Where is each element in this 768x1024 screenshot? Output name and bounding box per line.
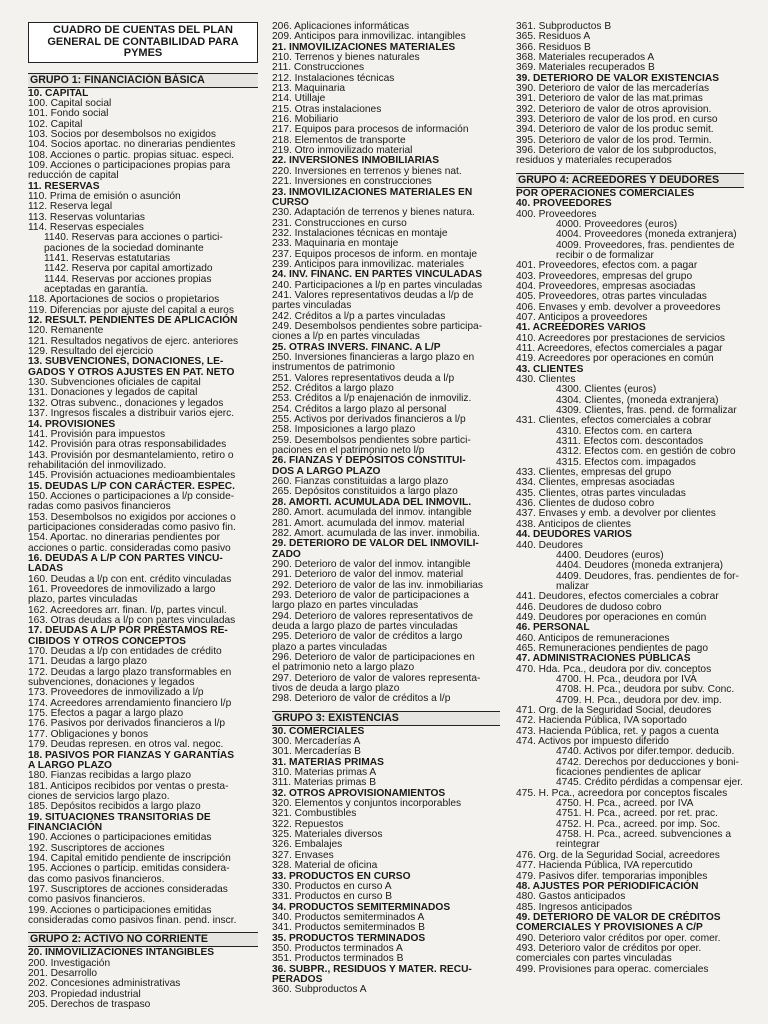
account-line: 209. Anticipos para inmovilizac. intangibles <box>272 31 466 43</box>
account-line: 476. Org. de la Seguridad Social, acreedores <box>516 849 720 861</box>
section-heading: 32. OTROS APROVISIONAMIENTOS <box>272 787 446 799</box>
subaccount-line: 1140. Reservas para acciones o partici- <box>44 232 223 244</box>
account-line: 150. Acciones o participaciones a l/p conside- <box>28 490 235 502</box>
section-heading: LADAS <box>28 563 64 575</box>
account-line: 250. Inversiones financieras a largo plazo en <box>272 352 475 363</box>
account-line: 195. Acciones o particip. emitidas considera- <box>28 863 230 875</box>
account-line: 160. Deudas a l/p con ent. crédito vinculadas <box>28 573 232 585</box>
section-heading: 17. DEUDAS A L/P POR PRÉSTAMOS RE- <box>28 625 228 637</box>
subaccount-line: 4004. Proveedores (moneda extranjera) <box>556 229 737 241</box>
account-line: 121. Resultados negativos de ejerc. anteriores <box>28 335 239 347</box>
account-line: 430. Clientes <box>516 374 576 385</box>
account-line: 194. Capital emitido pendiente de inscripción <box>28 852 231 864</box>
account-line: 480. Gastos anticipados <box>516 891 626 903</box>
account-line: radas como pasivos financieros <box>28 501 171 513</box>
column-2 <box>272 22 500 996</box>
account-line: 242. Créditos a l/p a partes vinculadas <box>272 310 446 322</box>
account-line: 296. Deterioro de valor de participaciones en <box>272 651 475 663</box>
account-line: 175. Efectos a pagar a largo plazo <box>28 708 184 720</box>
subaccount-line: 4400. Deudores (euros) <box>556 549 664 561</box>
subaccount-line: 4740. Activos por difer.tempor. deducib. <box>556 746 735 758</box>
account-line: comerciales con partes vinculadas <box>516 953 672 965</box>
account-line: 436. Clientes de dudoso cobro <box>516 498 655 510</box>
account-line: 280. Amort. acumulada del inmov. intangible <box>272 507 472 519</box>
section-heading: 41. ACREEDORES VARIOS <box>516 322 646 334</box>
account-line: 325. Materiales diversos <box>272 829 383 841</box>
account-line: el patrimonio neto a largo plazo <box>272 662 415 674</box>
account-line: 103. Socios por desembolsos no exigidos <box>28 128 217 140</box>
subaccount-line: 1141. Reservas estatutarias <box>44 253 171 264</box>
account-line: como pasivos financieros. <box>28 894 146 906</box>
group-heading: GRUPO 2: ACTIVO NO CORRIENTE <box>28 932 258 947</box>
subaccount-line: 4300. Clientes (euros) <box>556 384 657 396</box>
section-heading: POR OPERACIONES COMERCIALES <box>516 187 695 199</box>
account-line: 298. Deterioro de valor de créditos a l/p <box>272 693 451 705</box>
account-line: 232. Instalaciones técnicas en montaje <box>272 227 448 239</box>
account-line: 401. Proveedores, efectos com. a pagar <box>516 260 698 272</box>
account-line: 281. Amort. acumulada del inmov. material <box>272 517 465 529</box>
account-line: 200. Investigación <box>28 957 111 969</box>
account-line: 141. Provisión para impuestos <box>28 428 166 440</box>
account-line: 295. Deterioro de valor de créditos a largo <box>272 631 463 643</box>
account-line: reducción de capital <box>28 170 119 182</box>
section-heading: PERADOS <box>272 973 323 985</box>
account-line: instrumentos de patrimonio <box>272 362 395 374</box>
account-line: 419. Acreedores por operaciones en común <box>516 353 714 365</box>
account-line: 410. Acreedores por prestaciones de servicios <box>516 332 725 344</box>
account-line: 240. Participaciones a l/p en partes vinculadas <box>272 279 483 291</box>
account-line: 201. Desarrollo <box>28 968 98 980</box>
account-line: tivos de deuda a largo plazo <box>272 683 400 694</box>
account-line: 108. Acciones o partic. propias situac. especi. <box>28 149 235 161</box>
account-line: 310. Materias primas A <box>272 767 377 779</box>
account-line: acciones o partic. consideradas como pasivo <box>28 542 231 554</box>
account-line: 213. Maquinaria <box>272 83 346 95</box>
account-line: 190. Acciones o participaciones emitidas <box>28 832 212 844</box>
section-heading: CURSO <box>272 196 309 208</box>
account-line: 102. Capital <box>28 118 83 130</box>
account-line: 109. Acciones o participaciones propias para <box>28 159 231 171</box>
section-heading: 16. DEUDAS A L/P CON PARTES VINCU- <box>28 552 223 564</box>
account-line: 474. Activos por impuesto diferido <box>516 736 669 748</box>
subaccount-line: 1144. Reservas por acciones propias <box>44 273 212 285</box>
account-line: 181. Anticipos recibidos por ventas o presta- <box>28 780 229 792</box>
account-line: 259. Desembolsos pendientes sobre partici- <box>272 434 471 446</box>
account-line: 177. Obligaciones y bonos <box>28 728 149 740</box>
account-line: 131. Donaciones y legados de capital <box>28 387 198 399</box>
account-line: 479. Pasivos difer. temporarias imponibles <box>516 870 708 882</box>
section-heading: 28. AMORTI. ACUMULADA DEL INMOVIL. <box>272 496 472 508</box>
account-line: 441. Deudores, efectos comerciales a cobrar <box>516 591 719 603</box>
account-line: paciones en el patrimonio neto l/p <box>272 445 425 457</box>
account-line: 396. Deterioro de valor de los subproductos, <box>516 145 717 157</box>
account-line: 132. Otras subvenc., donaciones y legados <box>28 397 224 409</box>
account-line: 220. Inversiones en terrenos y bienes nat. <box>272 165 462 177</box>
account-line: 251. Valores representativos deuda a l/p <box>272 372 455 384</box>
account-line: 473. Hacienda Pública, ret. y pagos a cuenta <box>516 725 719 737</box>
account-line: 351. Productos terminados B <box>272 953 404 965</box>
section-heading: 19. SITUACIONES TRANSITORIAS DE <box>28 811 211 823</box>
account-line: 366. Residuos B <box>516 41 591 53</box>
account-line: 142. Provisión para otras responsabilidades <box>28 439 227 451</box>
section-heading: 18. PASIVOS POR FIANZAS Y GARANTÍAS <box>28 749 235 761</box>
account-line: 291. Deterioro de valor del inmov. material <box>272 569 464 581</box>
subaccount-line: 4309. Clientes, fras. pend. de formalizar <box>556 405 737 417</box>
subaccount-line: 4750. H. Pca., acreed. por IVA <box>556 798 694 810</box>
account-line: rehabilitación del inmovilizado. <box>28 459 167 471</box>
account-line: 231. Construcciones en curso <box>272 217 407 229</box>
account-line: 292. Deterioro de valor de las inv. inmobiliarias <box>272 579 484 591</box>
subaccount-line: ficaciones pendientes de aplicar <box>556 767 701 779</box>
account-line: 219. Otro inmovilizado material <box>272 145 413 157</box>
account-line: plazo, partes vinculadas <box>28 594 138 606</box>
account-line: 434. Clientes, empresas asociadas <box>516 477 675 489</box>
subaccount-line: 4700. H. Pca., deudora por IVA <box>556 673 697 685</box>
account-line: 440. Deudores <box>516 539 583 551</box>
account-line: 170. Deudas a l/p con entidades de crédito <box>28 646 222 658</box>
section-heading: 10. CAPITAL <box>28 87 89 99</box>
group-heading: GRUPO 3: EXISTENCIAS <box>272 711 500 726</box>
account-line: 176. Pasivos por derivados financieros a l/p <box>28 718 226 730</box>
account-line: 328. Material de oficina <box>272 860 378 872</box>
account-line: 163. Otras deudas a l/p con partes vinculadas <box>28 615 236 627</box>
account-line: 311. Materias primas B <box>272 777 376 789</box>
subaccount-line: 4742. Derechos por deducciones y boni- <box>556 756 739 768</box>
account-line: 237. Equipos procesos de inform. en montaje <box>272 248 478 260</box>
section-heading: 22. INVERSIONES INMOBILIARIAS <box>272 155 439 167</box>
account-line: 431. Clientes, efectos comerciales a cobrar <box>516 415 712 427</box>
account-line: 391. Deterioro de valor de las mat.primas <box>516 93 703 105</box>
column-1 <box>28 22 258 1010</box>
account-line: 392. Deterioro de valor de otros aprovision. <box>516 103 712 115</box>
section-heading: 24. INV. FINANC. EN PARTES VINCULADAS <box>272 269 483 281</box>
section-heading: 13. SUBVENCIONES, DONACIONES, LE- <box>28 356 224 368</box>
account-line: 433. Clientes, empresas del grupo <box>516 467 672 479</box>
section-heading: ZADO <box>272 548 301 560</box>
section-heading: 46. PERSONAL <box>516 622 590 634</box>
account-line: 360. Subproductos A <box>272 984 367 996</box>
group-heading: GRUPO 4: ACREEDORES Y DEUDORES <box>516 173 744 188</box>
subaccount-line: recibir o de formalizar <box>556 249 654 261</box>
section-heading: 26. FIANZAS Y DEPÓSITOS CONSTITUI- <box>272 455 466 467</box>
account-line: 197. Suscriptores de acciones consideradas <box>28 883 228 895</box>
account-line: 493. Deterioro valor de créditos por oper. <box>516 942 702 954</box>
account-line: 211. Construcciones <box>272 62 365 74</box>
section-heading: 30. COMERCIALES <box>272 725 365 737</box>
account-line: 192. Suscriptores de acciones <box>28 842 165 854</box>
subaccount-line: malizar <box>556 580 589 592</box>
account-line: 470. Hda. Pca., deudora por div. conceptos <box>516 663 712 675</box>
account-line: consideradas como pasivos finan. pend. inscr. <box>28 915 237 926</box>
subaccount-line: 4311. Efectos com. descontados <box>556 436 704 448</box>
account-line: 330. Productos en curso A <box>272 880 392 892</box>
account-line: 407. Anticipos a proveedores <box>516 311 648 323</box>
subaccount-line: 4409. Deudores, fras. pendientes de for- <box>556 570 739 582</box>
account-line: 217. Equipos para procesos de información <box>272 124 469 136</box>
account-line: 350. Productos terminados A <box>272 942 403 954</box>
account-line: 143. Provisión por desmantelamiento, retiro o <box>28 449 234 461</box>
account-line: 400. Proveedores <box>516 208 597 220</box>
section-heading: A LARGO PLAZO <box>28 759 112 771</box>
account-line: 179. Deudas represen. en otros val. negoc. <box>28 739 224 751</box>
account-line: 258. Imposiciones a largo plazo <box>272 424 416 436</box>
section-heading: DOS A LARGO PLAZO <box>272 465 381 477</box>
account-line: 249. Desembolsos pendientes sobre participa- <box>272 320 483 332</box>
account-line: 119. Diferencias por ajuste del capital a euros <box>28 304 234 316</box>
account-line: 216. Mobiliario <box>272 114 339 126</box>
account-line: 361. Subproductos B <box>516 21 612 32</box>
section-heading: 36. SUBPR., RESIDUOS Y MATER. RECU- <box>272 963 472 975</box>
account-line: 322. Repuestos <box>272 818 344 830</box>
account-line: 180. Fianzas recibidas a largo plazo <box>28 770 192 782</box>
subaccount-line: 4315. Efectos com. impagados <box>556 456 696 468</box>
account-line: 290. Deterioro de valor del inmov. intangible <box>272 558 471 570</box>
section-heading: 25. OTRAS INVERS. FINANC. A L/P <box>272 341 441 353</box>
account-line: 154. Aportac. no dinerarias pendientes por <box>28 532 220 544</box>
section-heading: 12. RESULT. PENDIENTES DE APLICACIÓN <box>28 315 238 327</box>
subaccount-line: 4751. H. Pca., acreed. por ret. prac. <box>556 808 718 820</box>
account-line: 206. Aplicaciones informáticas <box>272 21 410 32</box>
section-heading: GADOS Y OTROS AJUSTES EN PAT. NETO <box>28 366 235 378</box>
section-heading: 43. CLIENTES <box>516 363 584 375</box>
account-line: 465. Remuneraciones pendientes de pago <box>516 642 709 654</box>
section-heading: 40. PROVEEDORES <box>516 198 612 210</box>
section-heading: 11. RESERVAS <box>28 180 100 192</box>
account-line: 161. Proveedores de inmovilizado a largo <box>28 584 216 595</box>
account-line: 331. Productos en curso B <box>272 891 393 903</box>
account-line: 475. H. Pca., acreedora por conceptos fiscales <box>516 787 728 799</box>
section-heading: 39. DETERIORO DE VALOR EXISTENCIAS <box>516 72 720 84</box>
account-line: 230. Adaptación de terrenos y bienes natura. <box>272 207 475 219</box>
section-heading: 23. INMOVILIZACIONES MATERIALES EN <box>272 186 473 198</box>
account-line: 221. Inversiones en construcciones <box>272 176 432 188</box>
account-line: 162. Acreedores arr. finan. l/p, partes vincul. <box>28 604 227 616</box>
section-heading: 14. PROVISIONES <box>28 418 116 430</box>
account-line: 365. Residuos A <box>516 31 591 43</box>
subaccount-line: 4758. H. Pca., acreed. subvenciones a <box>556 829 731 841</box>
account-line: 460. Anticipos de remuneraciones <box>516 632 670 644</box>
section-heading: 33. PRODUCTOS EN CURSO <box>272 870 411 882</box>
account-line: 438. Anticipos de clientes <box>516 518 631 530</box>
section-heading: 35. PRODUCTOS TERMINADOS <box>272 932 426 944</box>
account-line: 327. Envases <box>272 849 334 861</box>
account-line: 390. Deterioro de valor de las mercaderías <box>516 83 710 95</box>
account-line: 253. Créditos a l/p enajenación de inmoviliz. <box>272 393 472 405</box>
account-line: 254. Créditos a largo plazo al personal <box>272 403 447 415</box>
subaccount-line: reintegrar <box>556 839 600 851</box>
account-line: 499. Provisiones para operac. comerciales <box>516 963 709 975</box>
account-line: 393. Deterioro de valor de los prod. en curso <box>516 114 718 126</box>
subaccount-line: 4404. Deudores (moneda extranjera) <box>556 560 724 572</box>
account-line: 265. Depósitos constituidos a largo plazo <box>272 486 458 498</box>
account-line: 113. Reservas voluntarias <box>28 211 146 223</box>
section-heading: 49. DETERIORO DE VALOR DE CRÉDITOS <box>516 911 721 923</box>
account-line: 255. Activos por derivados financieros a l/p <box>272 414 466 426</box>
account-line: 252. Créditos a largo plazo <box>272 383 394 395</box>
account-line: 218. Elementos de transporte <box>272 134 406 146</box>
account-line: 171. Deudas a largo plazo <box>28 656 147 668</box>
account-line: 411. Acreedores, efectos comerciales a pagar <box>516 342 723 354</box>
account-line: 212. Instalaciones técnicas <box>272 72 395 84</box>
account-line: 394. Deterioro de valor de los produc semit. <box>516 124 714 136</box>
account-line: 153. Desembolsos no exigidos por acciones o <box>28 511 236 523</box>
account-line: 174. Acreedores arrendamiento financiero l/p <box>28 697 232 709</box>
subaccount-line: paciones de la sociedad dominante <box>44 242 204 254</box>
subaccount-line: 4708. H. Pca., deudora por subv. Conc. <box>556 684 735 696</box>
subaccount-line: 4752. H. Pca., acreed. por imp. Soc. <box>556 818 721 830</box>
account-line: 472. Hacienda Pública, IVA soportado <box>516 715 687 727</box>
account-line: 293. Deterioro de valor de participaciones a <box>272 589 470 601</box>
account-line: 239. Anticipos para inmovilizac. materiales <box>272 258 464 270</box>
account-line: 435. Clientes, otras partes vinculadas <box>516 487 686 499</box>
account-line: 477. Hacienda Pública, IVA repercutido <box>516 860 693 872</box>
account-line: 437. Envases y emb. a devolver por clientes <box>516 508 716 520</box>
subaccount-line: aceptadas en garantía. <box>44 284 149 296</box>
account-line: subvenciones, donaciones y legados <box>28 677 195 689</box>
account-line: 100. Capital social <box>28 97 112 109</box>
section-heading: 31. MATERIAS PRIMAS <box>272 756 384 768</box>
section-heading: 15. DEUDAS L/P CON CARÁCTER. ESPEC. <box>28 480 235 492</box>
account-line: 172. Deudas a largo plazo transformables en <box>28 666 232 678</box>
account-line: 404. Proveedores, empresas asociadas <box>516 280 696 292</box>
account-line: 110. Prima de emisión o asunción <box>28 190 181 202</box>
account-line: 395. Deterioro de valor de los prod. Termin. <box>516 134 712 146</box>
section-heading: CIBIDOS Y OTROS CONCEPTOS <box>28 635 186 647</box>
account-line: 214. Utillaje <box>272 93 326 105</box>
account-line: 405. Proveedores, otras partes vinculadas <box>516 291 707 303</box>
account-line: 241. Valores representativos deudas a l/p de <box>272 289 474 301</box>
section-heading: 20. INMOVILIZACIONES INTANGIBLES <box>28 947 215 959</box>
account-line: 137. Ingresos fiscales a distribuir varios ejerc. <box>28 408 235 420</box>
account-line: 341. Productos semiterminados B <box>272 922 425 934</box>
subaccount-line: 4709. H. Pca., deudora por dev. imp. <box>556 694 722 706</box>
account-line: partes vinculadas <box>272 300 352 312</box>
section-heading: 44. DEUDORES VARIOS <box>516 529 632 541</box>
account-line: 320. Elementos y conjuntos incorporables <box>272 798 462 810</box>
page-title: CUADRO DE CUENTAS DEL PLAN GENERAL DE CONTABILIDAD PARA PYMES <box>28 22 258 63</box>
account-line: das como pasivos financieros. <box>28 873 165 885</box>
section-heading: COMERCIALES Y PROVISIONES A C/P <box>516 922 703 934</box>
account-line: 471. Org. de la Seguridad Social, deudores <box>516 705 712 716</box>
account-line: 294. Deterioro de valores representativos de <box>272 610 474 622</box>
subaccount-line: 4304. Clientes, (moneda extranjera) <box>556 394 719 406</box>
account-line: deuda a largo plazo de partes vinculadas <box>272 620 458 632</box>
section-heading: 29. DETERIORO DE VALOR DEL INMOVILI- <box>272 538 479 550</box>
subaccount-line: 4000. Proveedores (euros) <box>556 218 678 230</box>
account-line: participaciones consideradas como pasivo fin. <box>28 521 236 533</box>
subaccount-line: 4745. Crédito pérdidas a compensar ejer. <box>556 777 743 789</box>
account-line: 118. Aportaciones de socios o propietarios <box>28 294 220 306</box>
account-line: ciones de servicios largo plazo. <box>28 790 170 802</box>
account-line: 301. Mercaderías B <box>272 746 361 758</box>
account-line: 321. Combustibles <box>272 808 357 820</box>
section-heading: 21. INMOVILIZACIONES MATERIALES <box>272 41 456 53</box>
account-line: 210. Terrenos y bienes naturales <box>272 52 420 64</box>
account-line: 199. Acciones o participaciones emitidas <box>28 904 212 916</box>
account-line: 205. Derechos de traspaso <box>28 999 151 1011</box>
account-line: 406. Envases y emb. devolver a proveedores <box>516 301 721 313</box>
account-line: 185. Depósitos recibidos a largo plazo <box>28 801 201 813</box>
subaccount-line: 4009. Proveedores, fras. pendientes de <box>556 239 735 251</box>
account-line: 104. Socios aportac. no dinerarias pendientes <box>28 139 236 151</box>
account-line: 202. Concesiones administrativas <box>28 978 181 990</box>
account-line: 368. Materiales recuperados A <box>516 52 655 64</box>
section-heading: FINANCIACIÓN <box>28 821 103 833</box>
account-line: 449. Deudores por operaciones en común <box>516 611 707 623</box>
account-line: 130. Subvenciones oficiales de capital <box>28 377 201 389</box>
account-line: 112. Reserva legal <box>28 201 113 213</box>
account-line: 297. Deterioro de valor de valores representa- <box>272 672 481 684</box>
account-line: 340. Productos semiterminados A <box>272 911 425 923</box>
account-line: residuos y materiales recuperados <box>516 155 672 167</box>
account-line: 403. Proveedores, empresas del grupo <box>516 270 693 282</box>
section-heading: 48. AJUSTES POR PERIODIFICACIÓN <box>516 880 699 892</box>
account-line: 490. Deterioro valor créditos por oper. comer. <box>516 932 721 944</box>
account-line: 485. Ingresos anticipados <box>516 901 633 913</box>
account-line: 145. Provisión actuaciones medioambientales <box>28 470 236 482</box>
subaccount-line: 1142. Reserva por capital amortizado <box>44 263 213 275</box>
account-line: 173. Proveedores de inmovilizado a l/p <box>28 687 204 699</box>
section-heading: 34. PRODUCTOS SEMITERMINADOS <box>272 901 451 913</box>
account-line: 129. Resultado del ejercicio <box>28 346 154 358</box>
account-line: 233. Maquinaria en montaje <box>272 238 399 250</box>
account-line: ciones a l/p en partes vinculadas <box>272 331 420 343</box>
account-line: 282. Amort. acumulada de las inver. inmobilia. <box>272 527 480 539</box>
column-3 <box>516 22 744 975</box>
account-line: 369. Materiales recuperados B <box>516 62 655 74</box>
account-line: 101. Fondo social <box>28 108 109 120</box>
account-line: 114. Reservas especiales <box>28 221 144 233</box>
account-line: 446. Deudores de dudoso cobro <box>516 601 662 613</box>
account-line: 326. Embalajes <box>272 839 343 851</box>
account-line: largo plazo en partes vinculadas <box>272 600 419 612</box>
account-line: 203. Propiedad industrial <box>28 988 141 1000</box>
account-line: 300. Mercaderías A <box>272 736 361 748</box>
account-line: 215. Otras instalaciones <box>272 103 382 115</box>
account-line: 120. Remanente <box>28 325 104 337</box>
subaccount-line: 4312. Efectos com. en gestión de cobro <box>556 446 736 458</box>
subaccount-line: 4310. Efectos com. en cartera <box>556 425 692 437</box>
section-heading: 47. ADMINISTRACIONES PÚBLICAS <box>516 653 691 665</box>
account-line: 260. Fianzas constituidas a largo plazo <box>272 476 449 488</box>
account-line: plazo a partes vinculadas <box>272 641 387 653</box>
group-heading: GRUPO 1: FINANCIACIÓN BÁSICA <box>28 73 258 88</box>
